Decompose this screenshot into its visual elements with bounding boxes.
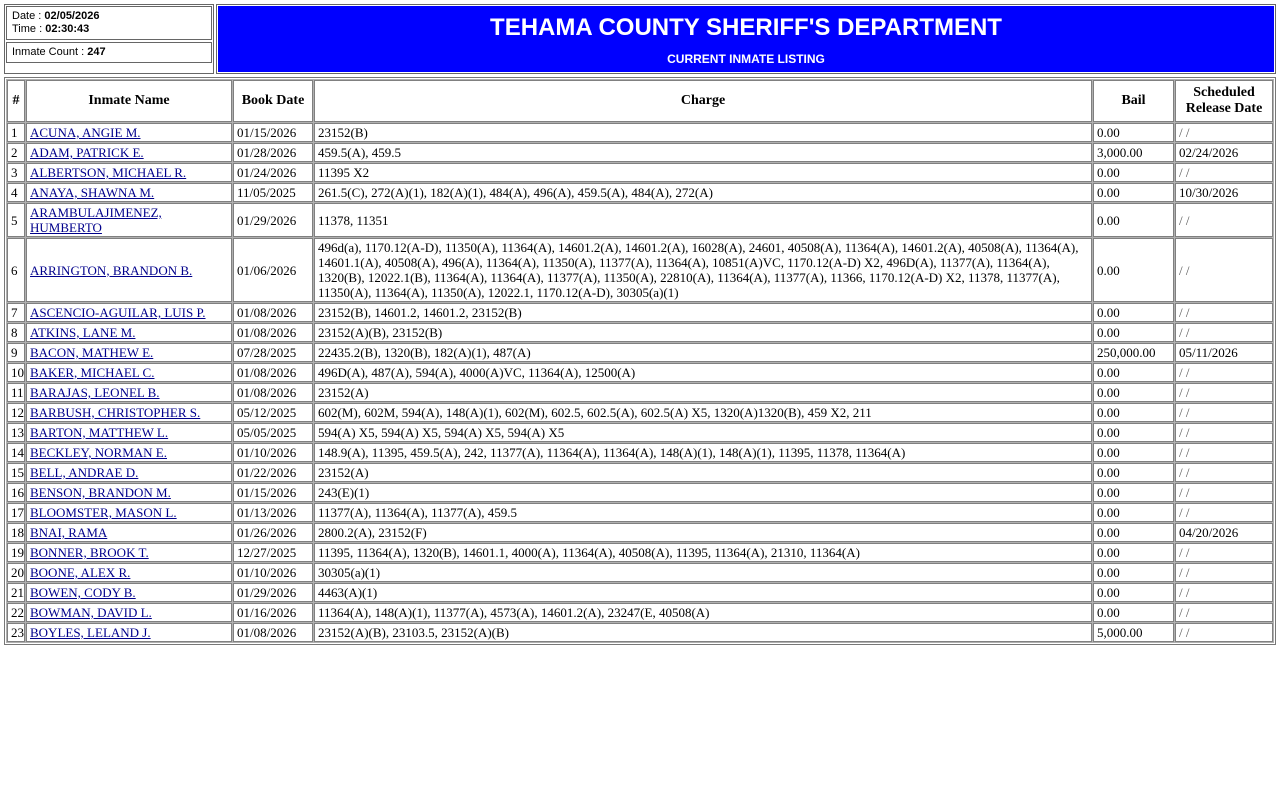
bail-cell: 0.00 xyxy=(1093,423,1174,442)
bail-cell: 5,000.00 xyxy=(1093,623,1174,642)
book-date-cell: 12/27/2025 xyxy=(233,543,313,562)
listing-subtitle: CURRENT INMATE LISTING xyxy=(667,52,825,66)
inmate-name-link[interactable]: ALBERTSON, MICHAEL R. xyxy=(30,165,187,180)
book-date-cell: 01/15/2026 xyxy=(233,483,313,502)
inmate-name-cell xyxy=(26,363,232,382)
row-number: 20 xyxy=(7,563,25,582)
inmate-name-link[interactable]: ASCENCIO-AGUILAR, LUIS P. xyxy=(30,305,206,320)
bail-cell: 0.00 xyxy=(1093,238,1174,302)
column-header-charge: Charge xyxy=(314,80,1092,122)
inmate-name-cell xyxy=(26,163,232,182)
table-row xyxy=(7,583,1273,602)
inmate-listing-table xyxy=(6,79,1274,643)
scheduled-release-date-cell: 04/20/2026 xyxy=(1175,523,1273,542)
date-line xyxy=(12,10,207,23)
inmate-name-cell xyxy=(26,203,232,237)
time-line xyxy=(12,23,207,36)
book-date-cell: 01/22/2026 xyxy=(233,463,313,482)
title-banner xyxy=(218,6,1274,72)
book-date-cell: 01/24/2026 xyxy=(233,163,313,182)
inmate-name-cell xyxy=(26,123,232,142)
inmate-name-cell xyxy=(26,403,232,422)
date-label: Date : xyxy=(12,10,45,22)
scheduled-release-date-cell: 02/24/2026 xyxy=(1175,143,1273,162)
time-value: 02:30:43 xyxy=(45,23,90,35)
row-number: 19 xyxy=(7,543,25,562)
charge-cell: 30305(a)(1) xyxy=(314,563,1092,582)
book-date-cell: 01/10/2026 xyxy=(233,563,313,582)
row-number: 4 xyxy=(7,183,25,202)
table-body xyxy=(7,123,1273,642)
inmate-name-link[interactable]: BONNER, BROOK T. xyxy=(30,545,149,560)
book-date-cell: 01/28/2026 xyxy=(233,143,313,162)
row-number: 1 xyxy=(7,123,25,142)
inmate-name-cell xyxy=(26,303,232,322)
table-row xyxy=(7,623,1273,642)
book-date-cell: 01/26/2026 xyxy=(233,523,313,542)
charge-cell: 148.9(A), 11395, 459.5(A), 242, 11377(A), 11364(A), 11364(A), 148(A)(1), 148(A)(1), 11395, 11378, 11364(A) xyxy=(314,443,1092,462)
scheduled-release-date-cell: / / xyxy=(1175,603,1273,622)
column-header-number: # xyxy=(7,80,25,122)
table-row xyxy=(7,543,1273,562)
table-row xyxy=(7,203,1273,237)
inmate-name-cell xyxy=(26,383,232,402)
scheduled-release-date-cell: / / xyxy=(1175,238,1273,302)
book-date-cell: 01/08/2026 xyxy=(233,363,313,382)
row-number: 5 xyxy=(7,203,25,237)
table-row xyxy=(7,183,1273,202)
table-row xyxy=(7,423,1273,442)
inmate-name-link[interactable]: BELL, ANDRAE D. xyxy=(30,465,139,480)
scheduled-release-date-cell: / / xyxy=(1175,203,1273,237)
table-row xyxy=(7,163,1273,182)
bail-cell: 0.00 xyxy=(1093,363,1174,382)
scheduled-release-date-cell: / / xyxy=(1175,543,1273,562)
inmate-name-cell xyxy=(26,623,232,642)
scheduled-release-date-cell: / / xyxy=(1175,443,1273,462)
scheduled-release-date-cell: / / xyxy=(1175,483,1273,502)
bail-cell: 3,000.00 xyxy=(1093,143,1174,162)
scheduled-release-date-cell: / / xyxy=(1175,363,1273,382)
row-number: 15 xyxy=(7,463,25,482)
scheduled-release-date-cell: / / xyxy=(1175,163,1273,182)
inmate-name-link[interactable]: BACON, MATHEW E. xyxy=(30,345,154,360)
inmate-name-cell xyxy=(26,503,232,522)
table-row xyxy=(7,303,1273,322)
table-row xyxy=(7,463,1273,482)
book-date-cell: 05/05/2025 xyxy=(233,423,313,442)
row-number: 9 xyxy=(7,343,25,362)
inmate-count-label: Inmate Count : xyxy=(12,46,88,58)
book-date-cell: 01/06/2026 xyxy=(233,238,313,302)
inmate-name-cell xyxy=(26,563,232,582)
inmate-count-value: 247 xyxy=(87,46,106,58)
charge-cell: 22435.2(B), 1320(B), 182(A)(1), 487(A) xyxy=(314,343,1092,362)
table-row xyxy=(7,403,1273,422)
column-header-bail: Bail xyxy=(1093,80,1174,122)
charge-cell: 261.5(C), 272(A)(1), 182(A)(1), 484(A), 496(A), 459.5(A), 484(A), 272(A) xyxy=(314,183,1092,202)
column-header-book-date: Book Date xyxy=(233,80,313,122)
row-number: 17 xyxy=(7,503,25,522)
inmate-name-link[interactable]: BOONE, ALEX R. xyxy=(30,565,131,580)
book-date-cell: 01/08/2026 xyxy=(233,623,313,642)
book-date-cell: 01/16/2026 xyxy=(233,603,313,622)
scheduled-release-date-cell: / / xyxy=(1175,383,1273,402)
inmate-count-cell xyxy=(6,42,212,63)
inmate-name-cell xyxy=(26,603,232,622)
row-number: 10 xyxy=(7,363,25,382)
table-row xyxy=(7,563,1273,582)
table-header xyxy=(7,80,1273,122)
book-date-cell: 05/12/2025 xyxy=(233,403,313,422)
table-row xyxy=(7,343,1273,362)
bail-cell: 0.00 xyxy=(1093,543,1174,562)
book-date-cell: 11/05/2025 xyxy=(233,183,313,202)
charge-cell: 11377(A), 11364(A), 11377(A), 459.5 xyxy=(314,503,1092,522)
bail-cell: 0.00 xyxy=(1093,403,1174,422)
charge-cell: 23152(B) xyxy=(314,123,1092,142)
table-row xyxy=(7,123,1273,142)
row-number: 7 xyxy=(7,303,25,322)
scheduled-release-date-cell: / / xyxy=(1175,323,1273,342)
book-date-cell: 01/29/2026 xyxy=(233,203,313,237)
charge-cell: 23152(A)(B), 23103.5, 23152(A)(B) xyxy=(314,623,1092,642)
scheduled-release-date-cell: / / xyxy=(1175,123,1273,142)
release-date-line-1: Scheduled xyxy=(1193,85,1255,100)
charge-cell: 496d(a), 1170.12(A-D), 11350(A), 11364(A), 14601.2(A), 14601.2(A), 16028(A), 24601, 40508(A), 11364(A), 14601.2(A), 40508(A), 11364(A), 14601.1(A), 40508(A), 496(A), 11364(A), 11350(A), 11377(A), 11364(A), 10851(A)VC, 1170.12(A-D) X2, 496D(A), 11377(A), 11364(A), 1320(B), 12022.1(B), 11364(A), 11364(A), 11377(A), 11350(A), 22810(A), 11364(A), 11377(A), 11366, 1170.12(A-D) X2, 11378, 11377(A), 11350(A), 11364(A), 11350(A), 12022.1, 1170.12(A-D), 30305(a)(1) xyxy=(314,238,1092,302)
inmate-name-link[interactable]: BNAI, RAMA xyxy=(30,525,108,540)
charge-cell: 4463(A)(1) xyxy=(314,583,1092,602)
bail-cell: 0.00 xyxy=(1093,163,1174,182)
inmate-name-cell xyxy=(26,343,232,362)
book-date-cell: 01/13/2026 xyxy=(233,503,313,522)
scheduled-release-date-cell: / / xyxy=(1175,303,1273,322)
inmate-name-cell xyxy=(26,183,232,202)
bail-cell: 0.00 xyxy=(1093,303,1174,322)
table-row xyxy=(7,323,1273,342)
table-row xyxy=(7,443,1273,462)
scheduled-release-date-cell: / / xyxy=(1175,503,1273,522)
inmate-name-cell xyxy=(26,323,232,342)
book-date-cell: 07/28/2025 xyxy=(233,343,313,362)
inmate-name-link[interactable]: BOWEN, CODY B. xyxy=(30,585,136,600)
charge-cell: 11395 X2 xyxy=(314,163,1092,182)
row-number: 2 xyxy=(7,143,25,162)
bail-cell: 0.00 xyxy=(1093,203,1174,237)
row-number: 14 xyxy=(7,443,25,462)
row-number: 6 xyxy=(7,238,25,302)
charge-cell: 2800.2(A), 23152(F) xyxy=(314,523,1092,542)
inmate-name-cell xyxy=(26,143,232,162)
bail-cell: 0.00 xyxy=(1093,523,1174,542)
bail-cell: 250,000.00 xyxy=(1093,343,1174,362)
row-number: 11 xyxy=(7,383,25,402)
inmate-name-cell xyxy=(26,238,232,302)
charge-cell: 11395, 11364(A), 1320(B), 14601.1, 4000(A), 11364(A), 40508(A), 11395, 11364(A), 21310, 11364(A) xyxy=(314,543,1092,562)
row-number: 12 xyxy=(7,403,25,422)
table-row xyxy=(7,143,1273,162)
charge-cell: 23152(B), 14601.2, 14601.2, 23152(B) xyxy=(314,303,1092,322)
row-number: 23 xyxy=(7,623,25,642)
inmate-name-link[interactable]: BARBUSH, CHRISTOPHER S. xyxy=(30,405,201,420)
bail-cell: 0.00 xyxy=(1093,503,1174,522)
bail-cell: 0.00 xyxy=(1093,563,1174,582)
column-header-inmate-name: Inmate Name xyxy=(26,80,232,122)
inmate-name-link[interactable]: ATKINS, LANE M. xyxy=(30,325,136,340)
charge-cell: 11378, 11351 xyxy=(314,203,1092,237)
inmate-name-link[interactable]: ANAYA, SHAWNA M. xyxy=(30,185,155,200)
table-row xyxy=(7,603,1273,622)
table-row xyxy=(7,383,1273,402)
column-header-release-date xyxy=(1175,80,1273,122)
inmate-name-cell xyxy=(26,583,232,602)
datetime-stamp-block xyxy=(4,4,214,74)
inmate-name-link[interactable]: BENSON, BRANDON M. xyxy=(30,485,171,500)
row-number: 22 xyxy=(7,603,25,622)
table-row xyxy=(7,483,1273,502)
inmate-name-cell xyxy=(26,443,232,462)
inmate-name-link[interactable]: ACUNA, ANGIE M. xyxy=(30,125,141,140)
row-number: 3 xyxy=(7,163,25,182)
charge-cell: 459.5(A), 459.5 xyxy=(314,143,1092,162)
scheduled-release-date-cell: / / xyxy=(1175,463,1273,482)
bail-cell: 0.00 xyxy=(1093,463,1174,482)
charge-cell: 496D(A), 487(A), 594(A), 4000(A)VC, 11364(A), 12500(A) xyxy=(314,363,1092,382)
charge-cell: 23152(A) xyxy=(314,383,1092,402)
inmate-name-link[interactable]: BOYLES, LELAND J. xyxy=(30,625,151,640)
table-row xyxy=(7,503,1273,522)
inmate-name-link[interactable]: BARTON, MATTHEW L. xyxy=(30,425,169,440)
inmate-name-cell xyxy=(26,423,232,442)
time-label: Time : xyxy=(12,23,46,35)
book-date-cell: 01/08/2026 xyxy=(233,323,313,342)
scheduled-release-date-cell: 05/11/2026 xyxy=(1175,343,1273,362)
bail-cell: 0.00 xyxy=(1093,183,1174,202)
inmate-name-cell xyxy=(26,543,232,562)
row-number: 18 xyxy=(7,523,25,542)
table-row xyxy=(7,363,1273,382)
datetime-cell xyxy=(6,6,212,40)
bail-cell: 0.00 xyxy=(1093,583,1174,602)
inmate-name-link[interactable]: BLOOMSTER, MASON L. xyxy=(30,505,177,520)
inmate-name-cell xyxy=(26,523,232,542)
scheduled-release-date-cell: 10/30/2026 xyxy=(1175,183,1273,202)
book-date-cell: 01/10/2026 xyxy=(233,443,313,462)
inmate-name-cell xyxy=(26,463,232,482)
scheduled-release-date-cell: / / xyxy=(1175,563,1273,582)
book-date-cell: 01/29/2026 xyxy=(233,583,313,602)
inmate-listing-frame xyxy=(4,77,1276,645)
inmate-name-cell xyxy=(26,483,232,502)
row-number: 8 xyxy=(7,323,25,342)
charge-cell: 11364(A), 148(A)(1), 11377(A), 4573(A), 14601.2(A), 23247(E, 40508(A) xyxy=(314,603,1092,622)
charge-cell: 594(A) X5, 594(A) X5, 594(A) X5, 594(A) X5 xyxy=(314,423,1092,442)
scheduled-release-date-cell: / / xyxy=(1175,423,1273,442)
page-header xyxy=(0,0,1280,74)
bail-cell: 0.00 xyxy=(1093,603,1174,622)
charge-cell: 243(E)(1) xyxy=(314,483,1092,502)
inmate-name-link[interactable]: ARAMBULAJIMENEZ, HUMBERTO xyxy=(30,205,162,235)
bail-cell: 0.00 xyxy=(1093,443,1174,462)
inmate-name-link[interactable]: ARRINGTON, BRANDON B. xyxy=(30,262,193,278)
inmate-name-link[interactable]: BECKLEY, NORMAN E. xyxy=(30,445,167,460)
scheduled-release-date-cell: / / xyxy=(1175,583,1273,602)
table-header-row xyxy=(7,80,1273,122)
bail-cell: 0.00 xyxy=(1093,383,1174,402)
row-number: 21 xyxy=(7,583,25,602)
inmate-name-link[interactable]: BAKER, MICHAEL C. xyxy=(30,365,155,380)
charge-cell: 23152(A) xyxy=(314,463,1092,482)
scheduled-release-date-cell: / / xyxy=(1175,623,1273,642)
bail-cell: 0.00 xyxy=(1093,483,1174,502)
row-number: 16 xyxy=(7,483,25,502)
charge-cell: 602(M), 602M, 594(A), 148(A)(1), 602(M), 602.5, 602.5(A), 602.5(A) X5, 1320(A)1320(B), 459 X2, 211 xyxy=(314,403,1092,422)
book-date-cell: 01/08/2026 xyxy=(233,383,313,402)
date-value: 02/05/2026 xyxy=(44,10,100,22)
book-date-cell: 01/08/2026 xyxy=(233,303,313,322)
department-title: TEHAMA COUNTY SHERIFF'S DEPARTMENT xyxy=(490,14,1002,41)
inmate-name-link[interactable]: BOWMAN, DAVID L. xyxy=(30,605,152,620)
table-row xyxy=(7,523,1273,542)
charge-cell: 23152(A)(B), 23152(B) xyxy=(314,323,1092,342)
table-row xyxy=(7,238,1273,302)
bail-cell: 0.00 xyxy=(1093,123,1174,142)
release-date-line-2: Release Date xyxy=(1185,101,1263,116)
bail-cell: 0.00 xyxy=(1093,323,1174,342)
row-number: 13 xyxy=(7,423,25,442)
book-date-cell: 01/15/2026 xyxy=(233,123,313,142)
inmate-name-link[interactable]: ADAM, PATRICK E. xyxy=(30,145,144,160)
title-banner-frame xyxy=(216,4,1276,74)
inmate-name-link[interactable]: BARAJAS, LEONEL B. xyxy=(30,385,160,400)
scheduled-release-date-cell: / / xyxy=(1175,403,1273,422)
